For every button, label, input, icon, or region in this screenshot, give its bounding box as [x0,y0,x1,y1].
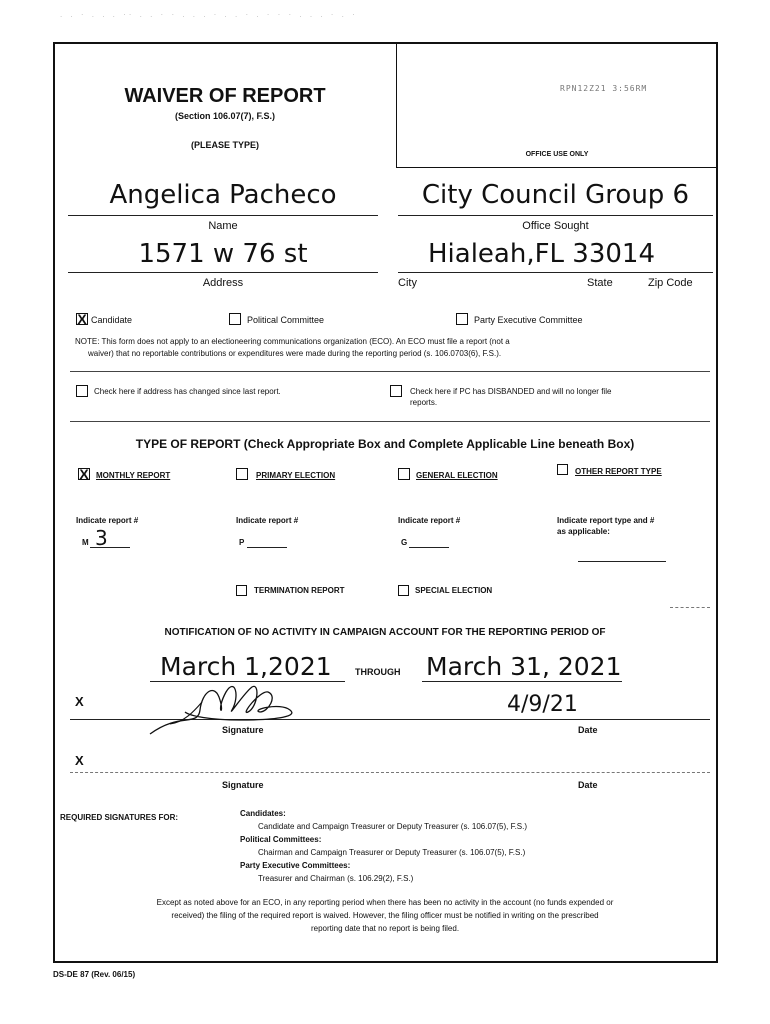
form-number: DS-DE 87 (Rev. 06/15) [53,970,136,979]
req-candidates-text: Candidate and Campaign Treasurer or Deputy Treasurer (s. 106.07(5), F.S.) [258,822,528,831]
monthly-label: MONTHLY REPORT [96,471,171,480]
primary-prefix: P [239,538,245,547]
name-label: Name [208,220,238,232]
candidate-checkbox[interactable]: X [77,311,87,327]
req-candidates-heading: Candidates: [240,809,286,818]
signature-1-date[interactable]: 4/9/21 [507,692,578,717]
office-sought-value[interactable]: City Council Group 6 [421,180,690,210]
date-1-label: Date [578,725,598,735]
date-2-label: Date [578,780,598,790]
primary-checkbox[interactable] [236,468,248,480]
party-executive-checkbox[interactable] [456,313,468,325]
form-title: WAIVER OF REPORT [124,85,326,107]
pc-disbanded-checkbox[interactable] [390,385,402,397]
name-value[interactable]: Angelica Pacheco [109,180,337,210]
received-stamp: RPN12Z21 3:56RM [560,84,648,93]
notification-heading: NOTIFICATION OF NO ACTIVITY IN CAMPAIGN ACCOUNT FOR THE REPORTING PERIOD OF [164,627,606,638]
other-label: OTHER REPORT TYPE [575,467,662,476]
note-line-1: NOTE: This form does not apply to an electioneering communications organization (ECO). An ECO must file a report (not a [75,337,510,346]
political-committee-checkbox[interactable] [229,313,241,325]
signature-2-label: Signature [222,780,264,790]
other-checkbox[interactable] [557,464,568,475]
office-use-label: OFFICE USE ONLY [525,151,589,158]
general-checkbox[interactable] [398,468,410,480]
termination-checkbox[interactable] [236,585,247,596]
req-pc-heading: Political Committees: [240,835,322,844]
through-label: THROUGH [355,667,401,677]
primary-indicate: Indicate report # [236,516,299,525]
special-election-checkbox[interactable] [398,585,409,596]
pc-disbanded-label-2: reports. [410,398,438,407]
pc-disbanded-label-1: Check here if PC has DISBANDED and will no longer file [410,387,612,396]
except-line-1: Except as noted above for an ECO, in any reporting period when there has been no activity in the account (no funds expended or [156,898,614,907]
termination-label: TERMINATION REPORT [254,586,345,595]
section-ref: (Section 106.07(7), F.S.) [174,111,276,121]
office-sought-label: Office Sought [522,220,589,232]
type-heading: TYPE OF REPORT (Check Appropriate Box and Complete Applicable Line beneath Box) [135,437,635,451]
period-to[interactable]: March 31, 2021 [426,652,622,681]
address-changed-label: Check here if address has changed since last report. [94,387,281,396]
address-label: Address [202,277,244,289]
signature-1-label: Signature [222,725,264,735]
monthly-report-number[interactable]: 3 [95,526,108,550]
primary-label: PRIMARY ELECTION [256,471,336,480]
city-label: City [398,277,417,289]
address-value[interactable]: 1571 w 76 st [138,239,308,269]
other-indicate-2: as applicable: [557,527,610,536]
req-pc-text: Chairman and Campaign Treasurer or Deputy Treasurer (s. 106.07(5), F.S.) [258,848,526,857]
scan-noise: . . · . . . ·· . . · · . . . · . . · . · · · . . . · . · [60,10,358,19]
zip-label: Zip Code [648,277,693,289]
special-election-label: SPECIAL ELECTION [415,586,493,595]
other-indicate-1: Indicate report type and # [557,516,655,525]
monthly-checkbox[interactable]: X [79,466,89,482]
except-line-3: reporting date that no report is being filed. [310,924,460,933]
city-state-zip-value[interactable]: Hialeah,FL 33014 [428,239,656,269]
req-party-heading: Party Executive Committees: [240,861,351,870]
party-executive-label: Party Executive Committee [474,315,583,325]
state-label: State [587,277,613,289]
req-party-text: Treasurer and Chairman (s. 106.29(2), F.S.) [258,874,414,883]
required-label: REQUIRED SIGNATURES FOR: [60,813,179,822]
address-changed-checkbox[interactable] [76,385,88,397]
signature-1-x: X [75,694,84,709]
general-prefix: G [401,538,408,547]
general-label: GENERAL ELECTION [416,471,498,480]
political-committee-label: Political Committee [247,315,325,325]
monthly-indicate: Indicate report # [76,516,139,525]
candidate-label: Candidate [91,315,133,325]
period-from[interactable]: March 1,2021 [160,652,332,681]
except-line-2: received) the filing of the required report is waived. However, the filing officer must be notified in writing on the prescribed [171,911,599,920]
monthly-prefix: M [82,538,89,547]
general-indicate: Indicate report # [398,516,461,525]
note-line-2: waiver) that no reportable contributions or expenditures were made during the reporting period (s. 106.0703(6), F.S.). [88,349,502,358]
signature-2-x: X [75,753,84,768]
please-type: (PLEASE TYPE) [190,140,259,150]
office-use-box [396,42,718,168]
